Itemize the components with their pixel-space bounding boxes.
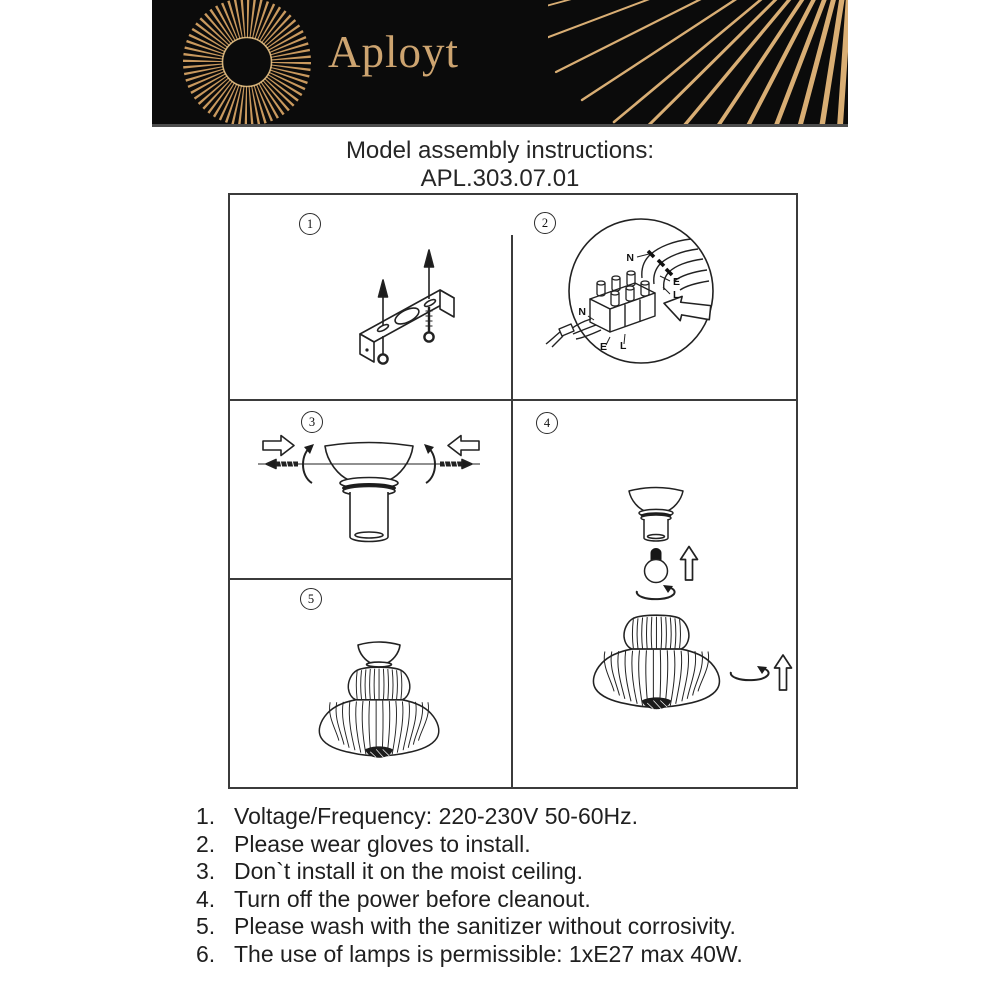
- rotate-arrow-shade: [731, 666, 769, 680]
- wire-label-l-right: L: [673, 289, 680, 301]
- step-4-badge: 4: [536, 412, 558, 434]
- note-item: [196, 831, 876, 859]
- note-number: 6.: [196, 940, 216, 967]
- pleated-shade: [593, 615, 719, 709]
- note-number: 1.: [196, 803, 216, 829]
- canopy-top: [358, 642, 400, 667]
- canopy-collar: [340, 478, 398, 542]
- note-number: 5.: [196, 913, 216, 940]
- note-item: [196, 913, 876, 941]
- step-1-badge: 1: [299, 213, 321, 235]
- step-2-badge: 2: [534, 212, 556, 234]
- step5-assembled-diagram: [230, 580, 511, 787]
- up-arrow-bulb: [681, 547, 698, 581]
- note-number: 2.: [196, 830, 216, 857]
- note-item: [196, 941, 876, 969]
- note-number: 4.: [196, 885, 216, 912]
- title-line-1: Model assembly instructions:: [345, 137, 655, 164]
- wire-label-l-left: L: [620, 340, 627, 352]
- step4-bulb-shade-diagram: [513, 401, 796, 787]
- terminal-block: [590, 271, 655, 332]
- side-screw-left: [266, 460, 298, 469]
- note-text: The use of lamps is permissible: 1xE27 max 40W.: [234, 940, 743, 967]
- wire-label-e-left: E: [600, 341, 608, 353]
- wire-label-e-right: E: [673, 276, 681, 288]
- push-arrow-right: [448, 436, 479, 456]
- notes-list: [196, 803, 876, 969]
- light-bulb: [645, 548, 668, 583]
- note-text: Don`t install it on the moist ceiling.: [234, 858, 583, 885]
- note-number: 3.: [196, 858, 216, 885]
- step3-canopy-diagram: [230, 401, 511, 578]
- sheet-title: [0, 137, 1000, 193]
- canopy-small: [629, 488, 683, 542]
- corner-rays-icon: [548, 0, 848, 126]
- sunburst-logo-icon: [176, 0, 318, 126]
- canopy: [325, 443, 413, 481]
- step2-wiring-diagram: [513, 195, 796, 399]
- note-item: [196, 886, 876, 914]
- pleated-shade: [319, 667, 438, 758]
- brand-wordmark: Aployt: [328, 27, 460, 77]
- note-text: Turn off the power before cleanout.: [234, 885, 591, 912]
- up-arrow-shade: [775, 655, 792, 690]
- step-5-badge: 5: [300, 588, 322, 610]
- assembly-diagram-box: [228, 193, 798, 789]
- rotate-arrow-bulb: [637, 585, 675, 599]
- wire-label-n-left: N: [578, 306, 586, 318]
- wire-label-n-right: N: [626, 252, 634, 264]
- step1-bracket-diagram: [230, 195, 511, 399]
- note-text: Please wear gloves to install.: [234, 830, 531, 857]
- brand-header: [152, 0, 848, 127]
- note-item: [196, 803, 876, 831]
- step-3-badge: 3: [301, 411, 323, 433]
- note-text: Voltage/Frequency: 220-230V 50-60Hz.: [234, 803, 639, 829]
- note-text: Please wash with the sanitizer without corrosivity.: [234, 913, 736, 940]
- push-arrow-left: [263, 436, 294, 456]
- mounting-bracket: [360, 290, 454, 362]
- title-line-2: APL.303.07.01: [420, 165, 580, 192]
- note-item: [196, 858, 876, 886]
- side-screw-right: [440, 460, 472, 469]
